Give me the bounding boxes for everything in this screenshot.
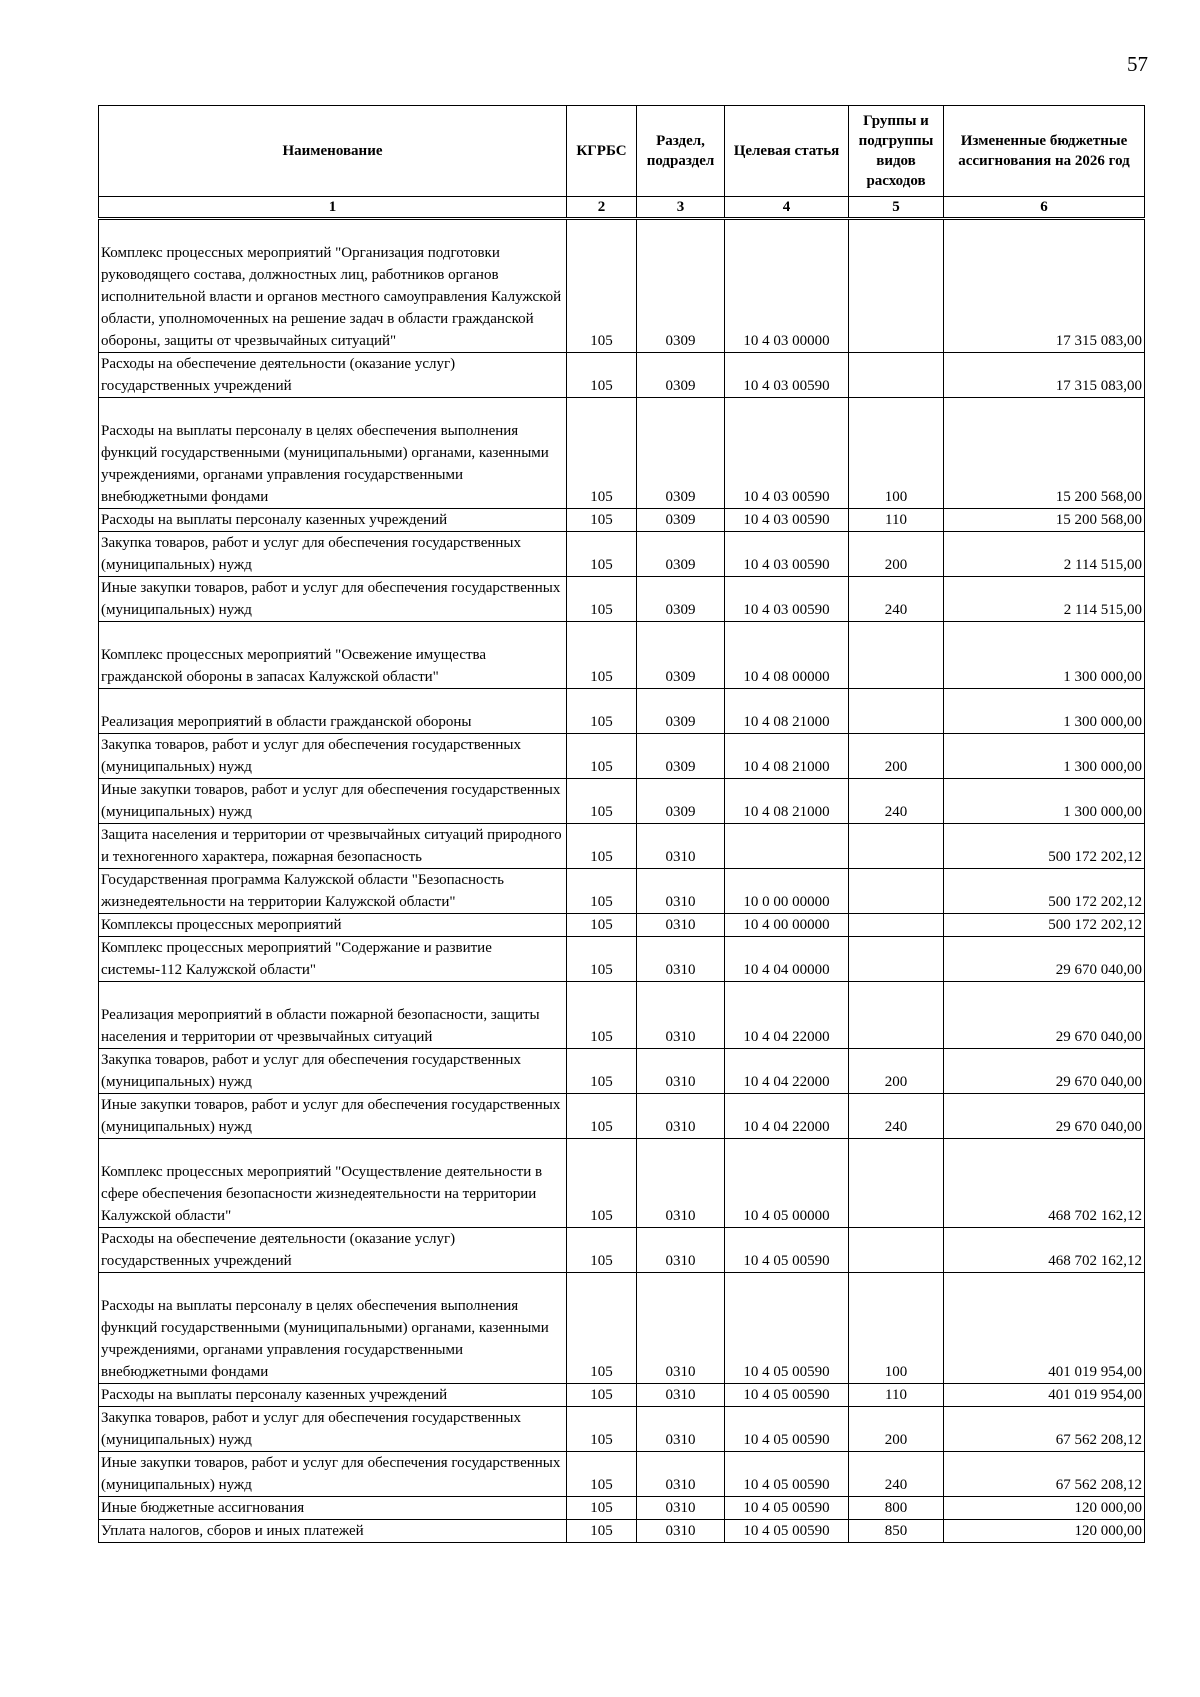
row-target: 10 4 04 22000 xyxy=(725,1094,849,1139)
table-row xyxy=(99,1452,1145,1497)
row-section: 0310 xyxy=(637,1139,725,1228)
table-row xyxy=(99,1049,1145,1094)
row-name: Иные закупки товаров, работ и услуг для обеспечения государственных (муниципальных) нужд xyxy=(99,779,567,824)
row-target: 10 4 05 00590 xyxy=(725,1273,849,1384)
row-target: 10 4 08 21000 xyxy=(725,779,849,824)
row-amount: 401 019 954,00 xyxy=(944,1384,1145,1407)
row-group: 240 xyxy=(849,779,944,824)
row-section: 0310 xyxy=(637,1520,725,1543)
row-target: 10 0 00 00000 xyxy=(725,869,849,914)
table-row xyxy=(99,1497,1145,1520)
row-name: Иные закупки товаров, работ и услуг для обеспечения государственных (муниципальных) нужд xyxy=(99,577,567,622)
row-name: Расходы на выплаты персоналу в целях обеспечения выполнения функций государственными (муниципальными) органами, казенными учреждениями, органами управления государственными внебюджетными фондами xyxy=(99,1273,567,1384)
row-section: 0309 xyxy=(637,622,725,689)
row-target: 10 4 03 00590 xyxy=(725,532,849,577)
row-kgrbs: 105 xyxy=(567,1139,637,1228)
row-name: Закупка товаров, работ и услуг для обеспечения государственных (муниципальных) нужд xyxy=(99,734,567,779)
row-section: 0310 xyxy=(637,982,725,1049)
row-target: 10 4 05 00590 xyxy=(725,1452,849,1497)
row-section: 0310 xyxy=(637,1228,725,1273)
column-number: 3 xyxy=(637,197,725,219)
row-kgrbs: 105 xyxy=(567,353,637,398)
row-name: Иные бюджетные ассигнования xyxy=(99,1497,567,1520)
row-name: Реализация мероприятий в области гражданской обороны xyxy=(99,689,567,734)
row-amount: 67 562 208,12 xyxy=(944,1452,1145,1497)
row-name: Комплекс процессных мероприятий "Освежение имущества гражданской обороны в запасах Калужской области" xyxy=(99,622,567,689)
row-name: Закупка товаров, работ и услуг для обеспечения государственных (муниципальных) нужд xyxy=(99,1049,567,1094)
table-row xyxy=(99,869,1145,914)
row-section: 0310 xyxy=(637,869,725,914)
row-name: Комплекс процессных мероприятий "Осуществление деятельности в сфере обеспечения безопасности жизнедеятельности на территории Калужской области" xyxy=(99,1139,567,1228)
row-kgrbs: 105 xyxy=(567,937,637,982)
row-kgrbs: 105 xyxy=(567,1497,637,1520)
table-row xyxy=(99,577,1145,622)
row-amount: 468 702 162,12 xyxy=(944,1228,1145,1273)
row-amount: 468 702 162,12 xyxy=(944,1139,1145,1228)
row-name: Комплексы процессных мероприятий xyxy=(99,914,567,937)
row-kgrbs: 105 xyxy=(567,689,637,734)
budget-table xyxy=(98,105,1145,1543)
row-amount: 29 670 040,00 xyxy=(944,937,1145,982)
row-target: 10 4 04 00000 xyxy=(725,937,849,982)
table-row xyxy=(99,689,1145,734)
row-kgrbs: 105 xyxy=(567,1228,637,1273)
header-amount: Измененные бюджетные ассигнования на 2026 год xyxy=(944,106,1145,197)
row-kgrbs: 105 xyxy=(567,914,637,937)
row-section: 0310 xyxy=(637,914,725,937)
table-row xyxy=(99,1384,1145,1407)
row-group: 200 xyxy=(849,734,944,779)
row-name: Комплекс процессных мероприятий "Содержание и развитие системы-112 Калужской области" xyxy=(99,937,567,982)
row-target: 10 4 04 22000 xyxy=(725,982,849,1049)
row-kgrbs: 105 xyxy=(567,1407,637,1452)
row-section: 0310 xyxy=(637,1049,725,1094)
row-section: 0310 xyxy=(637,824,725,869)
header-target: Целевая статья xyxy=(725,106,849,197)
row-group: 240 xyxy=(849,577,944,622)
row-target: 10 4 08 00000 xyxy=(725,622,849,689)
row-kgrbs: 105 xyxy=(567,1273,637,1384)
row-section: 0309 xyxy=(637,398,725,509)
row-target: 10 4 03 00590 xyxy=(725,509,849,532)
row-amount: 401 019 954,00 xyxy=(944,1273,1145,1384)
row-kgrbs: 105 xyxy=(567,1452,637,1497)
row-section: 0310 xyxy=(637,937,725,982)
table-row xyxy=(99,509,1145,532)
row-group xyxy=(849,622,944,689)
row-group xyxy=(849,1139,944,1228)
row-kgrbs: 105 xyxy=(567,779,637,824)
row-amount: 120 000,00 xyxy=(944,1520,1145,1543)
row-group xyxy=(849,689,944,734)
table-row xyxy=(99,824,1145,869)
row-group: 110 xyxy=(849,509,944,532)
row-amount: 1 300 000,00 xyxy=(944,779,1145,824)
row-name: Расходы на выплаты персоналу в целях обеспечения выполнения функций государственными (муниципальными) органами, казенными учреждениями, органами управления государственными внебюджетными фондами xyxy=(99,398,567,509)
table-row xyxy=(99,1520,1145,1543)
row-target: 10 4 08 21000 xyxy=(725,734,849,779)
row-section: 0309 xyxy=(637,734,725,779)
row-target: 10 4 05 00590 xyxy=(725,1228,849,1273)
table-row xyxy=(99,1139,1145,1228)
table-row xyxy=(99,1273,1145,1384)
row-target: 10 4 03 00590 xyxy=(725,577,849,622)
row-section: 0310 xyxy=(637,1497,725,1520)
row-kgrbs: 105 xyxy=(567,982,637,1049)
row-kgrbs: 105 xyxy=(567,1094,637,1139)
row-group: 800 xyxy=(849,1497,944,1520)
column-number: 4 xyxy=(725,197,849,219)
row-kgrbs: 105 xyxy=(567,509,637,532)
row-group xyxy=(849,914,944,937)
column-number: 5 xyxy=(849,197,944,219)
row-target: 10 4 05 00590 xyxy=(725,1384,849,1407)
row-target: 10 4 03 00590 xyxy=(725,353,849,398)
row-section: 0309 xyxy=(637,532,725,577)
row-amount: 29 670 040,00 xyxy=(944,1049,1145,1094)
row-target: 10 4 05 00590 xyxy=(725,1520,849,1543)
row-group: 200 xyxy=(849,532,944,577)
row-name: Расходы на обеспечение деятельности (оказание услуг) государственных учреждений xyxy=(99,353,567,398)
row-amount: 2 114 515,00 xyxy=(944,532,1145,577)
table-row xyxy=(99,1094,1145,1139)
table-row xyxy=(99,353,1145,398)
row-amount: 2 114 515,00 xyxy=(944,577,1145,622)
row-amount: 500 172 202,12 xyxy=(944,869,1145,914)
table-row xyxy=(99,398,1145,509)
row-amount: 500 172 202,12 xyxy=(944,824,1145,869)
table-row xyxy=(99,219,1145,353)
table-body xyxy=(99,219,1145,1543)
row-group xyxy=(849,1228,944,1273)
row-amount: 1 300 000,00 xyxy=(944,734,1145,779)
row-section: 0309 xyxy=(637,577,725,622)
column-number: 1 xyxy=(99,197,567,219)
row-name: Иные закупки товаров, работ и услуг для обеспечения государственных (муниципальных) нужд xyxy=(99,1094,567,1139)
row-name: Защита населения и территории от чрезвычайных ситуаций природного и техногенного характера, пожарная безопасность xyxy=(99,824,567,869)
row-name: Реализация мероприятий в области пожарной безопасности, защиты населения и территории от чрезвычайных ситуаций xyxy=(99,982,567,1049)
row-target: 10 4 05 00590 xyxy=(725,1497,849,1520)
table-row xyxy=(99,734,1145,779)
row-kgrbs: 105 xyxy=(567,1049,637,1094)
row-name: Расходы на обеспечение деятельности (оказание услуг) государственных учреждений xyxy=(99,1228,567,1273)
row-target: 10 4 03 00000 xyxy=(725,219,849,353)
table-row xyxy=(99,532,1145,577)
row-group: 100 xyxy=(849,398,944,509)
header-kgrbs: КГРБС xyxy=(567,106,637,197)
row-group: 240 xyxy=(849,1452,944,1497)
row-amount: 15 200 568,00 xyxy=(944,509,1145,532)
row-section: 0310 xyxy=(637,1384,725,1407)
row-kgrbs: 105 xyxy=(567,824,637,869)
row-section: 0310 xyxy=(637,1407,725,1452)
row-group: 200 xyxy=(849,1407,944,1452)
row-section: 0309 xyxy=(637,353,725,398)
table-row xyxy=(99,937,1145,982)
table-row xyxy=(99,914,1145,937)
row-name: Закупка товаров, работ и услуг для обеспечения государственных (муниципальных) нужд xyxy=(99,532,567,577)
row-amount: 15 200 568,00 xyxy=(944,398,1145,509)
row-kgrbs: 105 xyxy=(567,398,637,509)
row-name: Иные закупки товаров, работ и услуг для обеспечения государственных (муниципальных) нужд xyxy=(99,1452,567,1497)
row-section: 0310 xyxy=(637,1452,725,1497)
row-group xyxy=(849,353,944,398)
row-amount: 17 315 083,00 xyxy=(944,219,1145,353)
table-header-row xyxy=(99,106,1145,197)
row-group: 100 xyxy=(849,1273,944,1384)
header-name: Наименование xyxy=(99,106,567,197)
row-target xyxy=(725,824,849,869)
row-name: Уплата налогов, сборов и иных платежей xyxy=(99,1520,567,1543)
row-name: Расходы на выплаты персоналу казенных учреждений xyxy=(99,509,567,532)
row-amount: 17 315 083,00 xyxy=(944,353,1145,398)
row-kgrbs: 105 xyxy=(567,1520,637,1543)
row-group: 850 xyxy=(849,1520,944,1543)
row-kgrbs: 105 xyxy=(567,734,637,779)
row-group xyxy=(849,869,944,914)
column-number: 6 xyxy=(944,197,1145,219)
row-section: 0310 xyxy=(637,1273,725,1384)
row-section: 0309 xyxy=(637,219,725,353)
table-row xyxy=(99,982,1145,1049)
row-name: Комплекс процессных мероприятий "Организация подготовки руководящего состава, должностных лиц, работников органов исполнительной власти и органов местного самоуправления Калужской области, уполномоченных на решение задач в области гражданской обороны, защиты от чрезвычайных ситуаций" xyxy=(99,219,567,353)
row-name: Расходы на выплаты персоналу казенных учреждений xyxy=(99,1384,567,1407)
page-number: 57 xyxy=(1127,52,1148,76)
column-number: 2 xyxy=(567,197,637,219)
row-kgrbs: 105 xyxy=(567,219,637,353)
row-target: 10 4 05 00590 xyxy=(725,1407,849,1452)
row-section: 0310 xyxy=(637,1094,725,1139)
table-row xyxy=(99,1228,1145,1273)
row-name: Закупка товаров, работ и услуг для обеспечения государственных (муниципальных) нужд xyxy=(99,1407,567,1452)
row-amount: 120 000,00 xyxy=(944,1497,1145,1520)
row-target: 10 4 00 00000 xyxy=(725,914,849,937)
row-target: 10 4 08 21000 xyxy=(725,689,849,734)
row-amount: 29 670 040,00 xyxy=(944,1094,1145,1139)
table-column-numbers-row xyxy=(99,197,1145,219)
row-group: 240 xyxy=(849,1094,944,1139)
table-row xyxy=(99,622,1145,689)
row-section: 0309 xyxy=(637,779,725,824)
row-amount: 1 300 000,00 xyxy=(944,622,1145,689)
row-kgrbs: 105 xyxy=(567,622,637,689)
row-target: 10 4 05 00000 xyxy=(725,1139,849,1228)
row-group xyxy=(849,219,944,353)
row-section: 0309 xyxy=(637,509,725,532)
row-kgrbs: 105 xyxy=(567,1384,637,1407)
row-group xyxy=(849,824,944,869)
header-group: Группы и подгруппы видов расходов xyxy=(849,106,944,197)
row-amount: 29 670 040,00 xyxy=(944,982,1145,1049)
row-amount: 1 300 000,00 xyxy=(944,689,1145,734)
row-group xyxy=(849,937,944,982)
row-name: Государственная программа Калужской области "Безопасность жизнедеятельности на территории Калужской области" xyxy=(99,869,567,914)
row-group: 200 xyxy=(849,1049,944,1094)
row-target: 10 4 04 22000 xyxy=(725,1049,849,1094)
row-kgrbs: 105 xyxy=(567,869,637,914)
row-kgrbs: 105 xyxy=(567,577,637,622)
row-group: 110 xyxy=(849,1384,944,1407)
row-amount: 500 172 202,12 xyxy=(944,914,1145,937)
header-section: Раздел, подраздел xyxy=(637,106,725,197)
row-kgrbs: 105 xyxy=(567,532,637,577)
row-group xyxy=(849,982,944,1049)
row-section: 0309 xyxy=(637,689,725,734)
row-amount: 67 562 208,12 xyxy=(944,1407,1145,1452)
table-row xyxy=(99,1407,1145,1452)
table-row xyxy=(99,779,1145,824)
row-target: 10 4 03 00590 xyxy=(725,398,849,509)
